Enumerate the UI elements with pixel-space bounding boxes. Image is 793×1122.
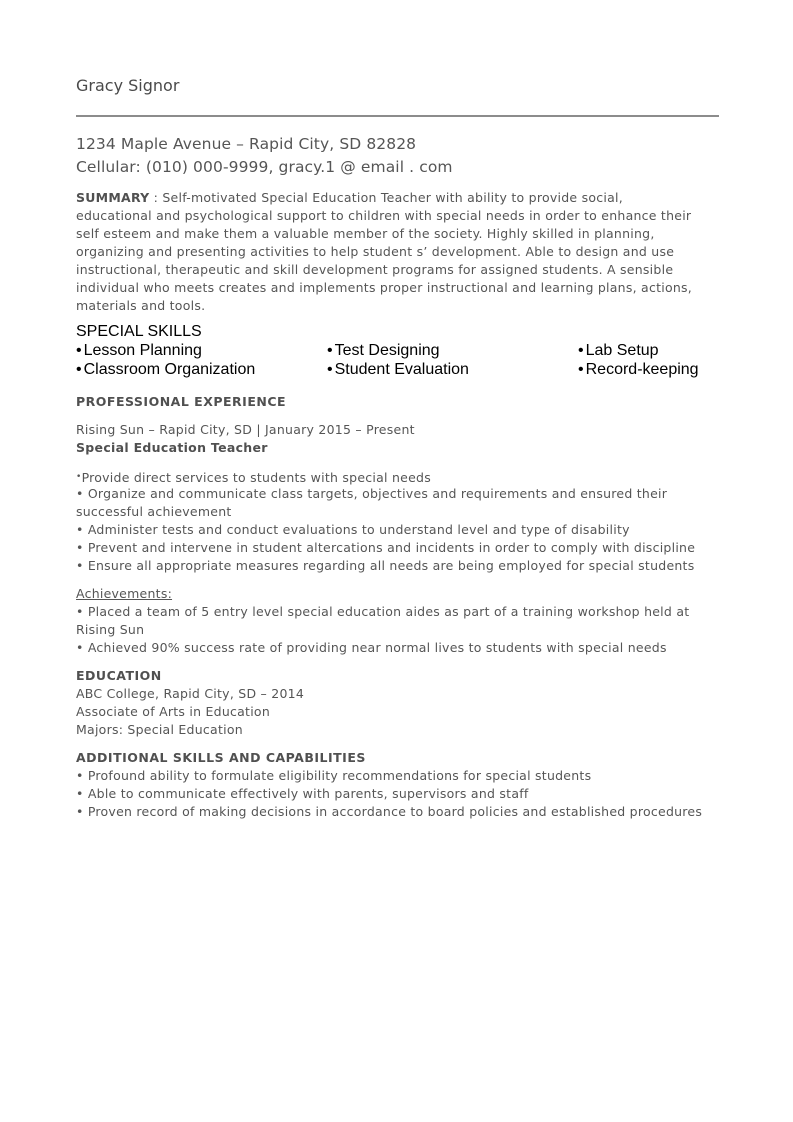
duty-item xyxy=(76,470,431,485)
summary-separator: : xyxy=(149,190,163,205)
experience-heading: PROFESSIONAL EXPERIENCE xyxy=(76,394,287,409)
skill-item xyxy=(578,342,659,360)
summary-line: materials and tools. xyxy=(76,298,206,313)
skill-label: Test Designing xyxy=(334,342,440,359)
contact-line: Cellular: (010) 000-9999, gracy.1 @ email . com xyxy=(76,158,453,176)
duty-text: Provide direct services to students with special needs xyxy=(81,470,431,485)
summary-text: Self-motivated Special Education Teacher with ability to provide social, xyxy=(162,190,623,205)
bullet-icon: • xyxy=(578,342,584,359)
summary-line: individual who meets creates and implements proper instructional and learning plans, actions, xyxy=(76,280,693,295)
education-heading: EDUCATION xyxy=(76,668,162,683)
skill-label: Lesson Planning xyxy=(83,342,202,359)
summary-line: educational and psychological support to children with special needs in order to enhance their xyxy=(76,208,692,223)
special-skills-heading: SPECIAL SKILLS xyxy=(76,323,202,340)
bullet-icon: • xyxy=(327,361,333,378)
achievement-item: • Placed a team of 5 entry level special education aides as part of a training workshop held at xyxy=(76,604,690,619)
skill-item xyxy=(578,361,699,379)
summary-line: organizing and presenting activities to help student s’ development. Able to design and use xyxy=(76,244,675,259)
capability-item: • Proven record of making decisions in accordance to board policies and established procedures xyxy=(76,804,703,819)
skill-label: Record-keeping xyxy=(585,361,699,378)
bullet-icon: • xyxy=(327,342,333,359)
skill-item xyxy=(76,342,202,360)
capability-item: • Profound ability to formulate eligibility recommendations for special students xyxy=(76,768,592,783)
job-title: Special Education Teacher xyxy=(76,440,268,455)
bullet-icon: • xyxy=(76,361,82,378)
education-line: ABC College, Rapid City, SD – 2014 xyxy=(76,686,305,701)
duty-item: • Prevent and intervene in student altercations and incidents in order to comply with discipline xyxy=(76,540,696,555)
duty-item: • Organize and communicate class targets, objectives and requirements and ensured their xyxy=(76,486,668,501)
skill-item xyxy=(327,361,469,379)
summary-line: instructional, therapeutic and skill development programs for assigned students. A sensible xyxy=(76,262,674,277)
bullet-icon: • xyxy=(76,342,82,359)
duty-item: • Administer tests and conduct evaluations to understand level and type of disability xyxy=(76,522,630,537)
summary-line: self esteem and make them a valuable member of the society. Highly skilled in planning, xyxy=(76,226,655,241)
duty-item: • Ensure all appropriate measures regarding all needs are being employed for special students xyxy=(76,558,695,573)
skill-label: Student Evaluation xyxy=(334,361,469,378)
bullet-icon: • xyxy=(76,472,82,482)
education-line: Associate of Arts in Education xyxy=(76,704,270,719)
achievements-label: Achievements: xyxy=(76,586,173,601)
employer-line: Rising Sun – Rapid City, SD | January 2015 – Present xyxy=(76,422,415,437)
address-line: 1234 Maple Avenue – Rapid City, SD 82828 xyxy=(76,135,417,153)
achievement-item-continued: Rising Sun xyxy=(76,622,145,637)
skill-item xyxy=(76,361,255,379)
capability-item: • Able to communicate effectively with parents, supervisors and staff xyxy=(76,786,529,801)
bullet-icon: • xyxy=(578,361,584,378)
summary-line-1 xyxy=(76,189,719,207)
achievement-item: • Achieved 90% success rate of providing near normal lives to students with special needs xyxy=(76,640,667,655)
education-line: Majors: Special Education xyxy=(76,722,243,737)
duty-item-continued: successful achievement xyxy=(76,504,232,519)
summary-section xyxy=(76,189,719,315)
skill-label: Classroom Organization xyxy=(83,361,256,378)
additional-skills-heading: ADDITIONAL SKILLS AND CAPABILITIES xyxy=(76,750,366,765)
skill-item xyxy=(327,342,440,360)
skill-label: Lab Setup xyxy=(585,342,659,359)
candidate-name: Gracy Signor xyxy=(76,76,180,95)
summary-label: SUMMARY xyxy=(76,190,150,205)
header-divider xyxy=(76,115,719,117)
